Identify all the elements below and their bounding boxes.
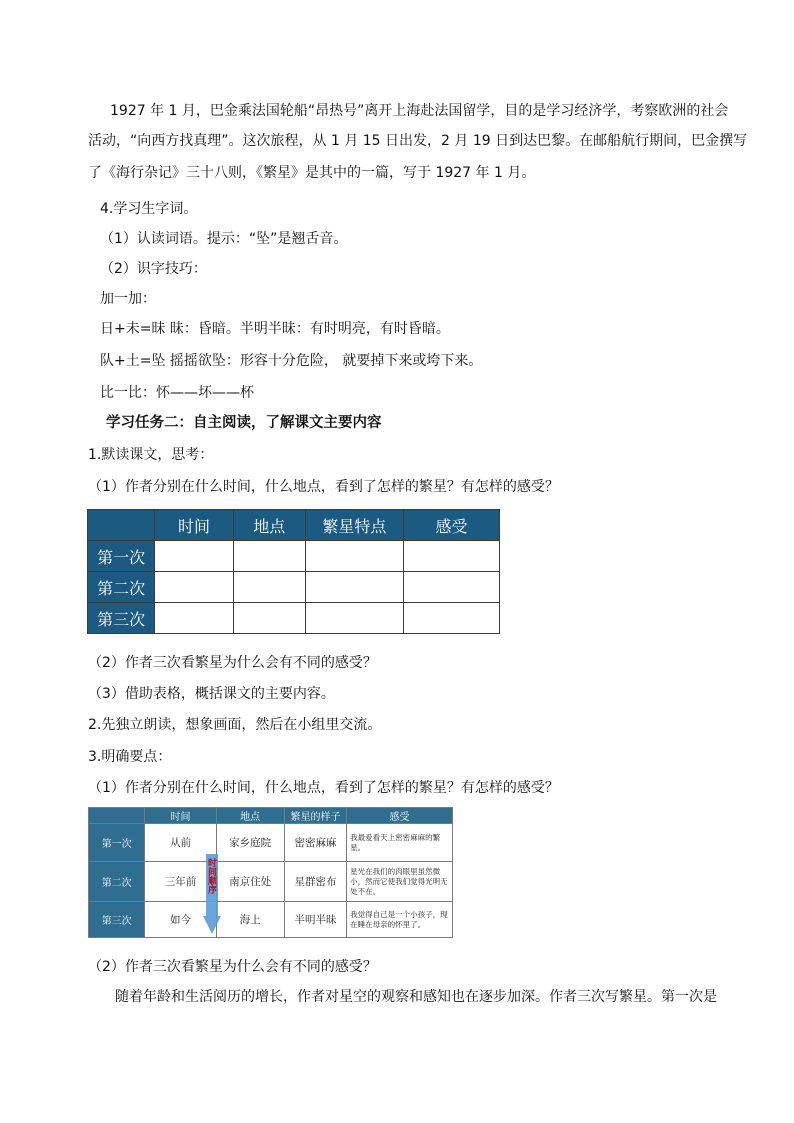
item-text: 比一比：怀——坏——杯 bbox=[100, 385, 254, 401]
paragraph-line: 1927 年 1 月，巴金乘法国轮船“昂热号”离开上海赴法国留学，目的是学习经济学，考察欧洲的社会 bbox=[110, 103, 729, 119]
item-text: （2）识字技巧： bbox=[100, 261, 207, 277]
place-cell: 海上 bbox=[216, 902, 284, 938]
step-text: （3）借助表格，概括课文的主要内容。 bbox=[88, 686, 335, 702]
step-heading: 2.先独立朗读，想象画面，然后在小组里交流。 bbox=[88, 717, 382, 733]
blank-cell[interactable] bbox=[305, 603, 403, 634]
row-header: 第二次 bbox=[89, 862, 145, 902]
blank-cell[interactable] bbox=[403, 603, 499, 634]
look-cell: 半明半昧 bbox=[284, 902, 346, 938]
blank-cell[interactable] bbox=[233, 541, 305, 572]
table-corner bbox=[88, 510, 155, 541]
row-header: 第三次 bbox=[89, 902, 145, 938]
feel-cell: 我最爱看天上密密麻麻的繁星。 bbox=[347, 824, 453, 862]
step-text: （1）作者分别在什么时间，什么地点，看到了怎样的繁星？有怎样的感受？ bbox=[88, 479, 559, 495]
step-text: （1）作者分别在什么时间，什么地点，看到了怎样的繁星？有怎样的感受？ bbox=[88, 780, 559, 796]
column-header: 繁星的样子 bbox=[284, 808, 346, 824]
step-text: （2）作者三次看繁星为什么会有不同的感受？ bbox=[88, 655, 377, 671]
blank-cell[interactable] bbox=[403, 541, 499, 572]
blank-cell[interactable] bbox=[155, 603, 233, 634]
time-cell: 如今 bbox=[145, 902, 216, 938]
blank-cell[interactable] bbox=[155, 572, 233, 603]
column-header: 繁星特点 bbox=[305, 510, 403, 541]
feel-cell: 星光在我们的肉眼里虽然微小，然而它使我们觉得光明无处不在。 bbox=[347, 862, 453, 902]
row-header: 第三次 bbox=[88, 603, 155, 634]
time-cell: 三年前 bbox=[145, 862, 216, 902]
place-cell: 家乡庭院 bbox=[216, 824, 284, 862]
place-cell: 南京住处 bbox=[216, 862, 284, 902]
table-corner bbox=[89, 808, 145, 824]
item-text: （1）认读词语。提示：“坠”是翘舌音。 bbox=[100, 231, 348, 247]
task-heading: 学习任务二：自主阅读，了解课文主要内容 bbox=[106, 415, 382, 431]
blank-table bbox=[87, 509, 500, 634]
column-header: 感受 bbox=[403, 510, 499, 541]
answer-table bbox=[88, 807, 453, 938]
time-cell: 从前 bbox=[145, 824, 216, 862]
row-header: 第二次 bbox=[88, 572, 155, 603]
blank-cell[interactable] bbox=[233, 603, 305, 634]
column-header: 感受 bbox=[347, 808, 453, 824]
blank-cell[interactable] bbox=[233, 572, 305, 603]
blank-cell[interactable] bbox=[155, 541, 233, 572]
column-header: 地点 bbox=[233, 510, 305, 541]
item-text: 加一加： bbox=[100, 291, 156, 307]
paragraph-line: 活动，“向西方找真理”。这次旅程，从 1 月 15 日出发，2 月 19 日到达巴黎。在邮船航行期间，巴金撰写 bbox=[88, 133, 748, 149]
look-cell: 星群密布 bbox=[284, 862, 346, 902]
column-header: 时间 bbox=[145, 808, 216, 824]
feel-cell: 我觉得自己是一个小孩子，现在睡在母亲的怀里了。 bbox=[347, 902, 453, 938]
item-text: 队+土=坠 摇摇欲坠：形容十分危险， 就要掉下来或垮下来。 bbox=[100, 353, 483, 369]
paragraph-line: 了《海行杂记》三十八则，《繁星》是其中的一篇，写于 1927 年 1 月。 bbox=[88, 165, 536, 181]
blank-cell[interactable] bbox=[305, 541, 403, 572]
row-header: 第一次 bbox=[89, 824, 145, 862]
step-text: （2）作者三次看繁星为什么会有不同的感受？ bbox=[88, 959, 377, 975]
row-header: 第一次 bbox=[88, 541, 155, 572]
paragraph-line: 随着年龄和生活阅历的增长，作者对星空的观察和感知也在逐步加深。作者三次写繁星。第一次是 bbox=[115, 989, 717, 1005]
item-text: 日+未=昧 昧：昏暗。半明半昧：有时明亮，有时昏暗。 bbox=[100, 321, 450, 337]
step-heading: 3.明确要点： bbox=[88, 749, 172, 765]
blank-cell[interactable] bbox=[403, 572, 499, 603]
look-cell: 密密麻麻 bbox=[284, 824, 346, 862]
item-heading: 4.学习生字词。 bbox=[100, 201, 198, 217]
time-order-label: 时间顺序 bbox=[206, 858, 216, 894]
column-header: 地点 bbox=[216, 808, 284, 824]
step-heading: 1.默读课文，思考： bbox=[88, 447, 214, 463]
blank-cell[interactable] bbox=[305, 572, 403, 603]
column-header: 时间 bbox=[155, 510, 233, 541]
